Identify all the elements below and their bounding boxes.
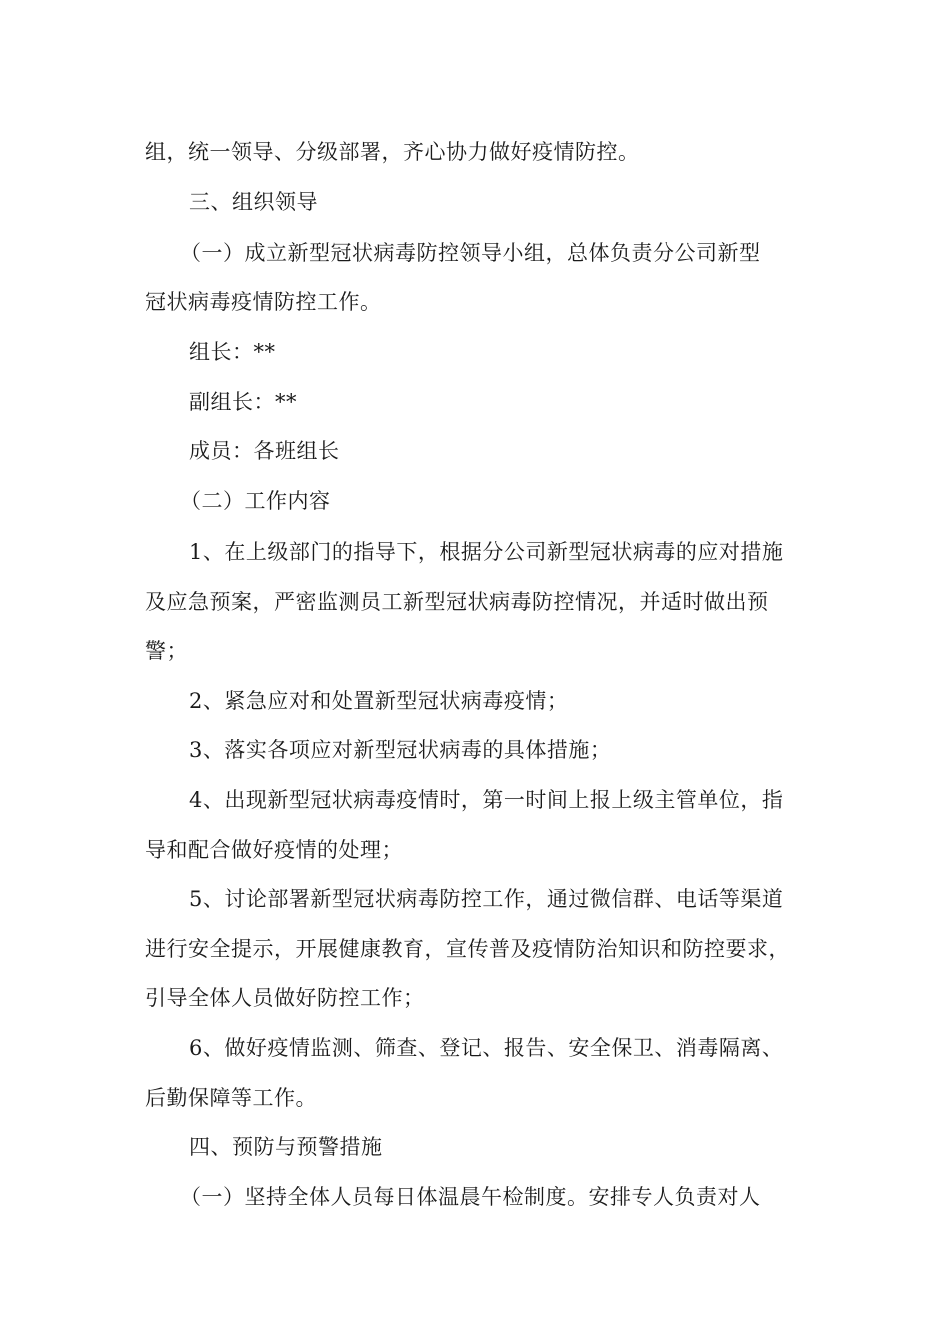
list-item-text: 1、在上级部门的指导下，根据分公司新型冠状病毒的应对措施 bbox=[189, 540, 784, 564]
list-item-text: 3、落实各项应对新型冠状病毒的具体措施； bbox=[189, 738, 612, 762]
deputy-leader-line: 副组长：** bbox=[189, 390, 297, 414]
leader-line: 组长：** bbox=[189, 340, 276, 364]
subsection-heading: （二）工作内容 bbox=[180, 489, 331, 513]
body-text-line: 引导全体人员做好防控工作； bbox=[145, 986, 425, 1010]
subsection-heading: （一）成立新型冠状病毒防控领导小组，总体负责分公司新型 bbox=[180, 241, 761, 265]
list-item-text: 2、紧急应对和处置新型冠状病毒疫情； bbox=[189, 689, 569, 713]
members-line: 成员：各班组长 bbox=[189, 439, 340, 463]
body-text-line: 警； bbox=[145, 639, 188, 663]
body-text-line: 后勤保障等工作。 bbox=[145, 1086, 317, 1110]
section-heading: 三、组织领导 bbox=[189, 190, 318, 214]
body-text-line: 及应急预案，严密监测员工新型冠状病毒防控情况，并适时做出预 bbox=[145, 590, 769, 614]
subsection-heading: （一）坚持全体人员每日体温晨午检制度。安排专人负责对人 bbox=[180, 1185, 761, 1209]
body-text-line: 冠状病毒疫情防控工作。 bbox=[145, 290, 382, 314]
list-item-text: 6、做好疫情监测、筛查、登记、报告、安全保卫、消毒隔离、 bbox=[189, 1036, 784, 1060]
body-text-line: 导和配合做好疫情的处理； bbox=[145, 838, 403, 862]
section-heading: 四、预防与预警措施 bbox=[189, 1135, 383, 1159]
list-item-text: 5、讨论部署新型冠状病毒防控工作，通过微信群、电话等渠道 bbox=[189, 887, 784, 911]
list-item-text: 4、出现新型冠状病毒疫情时，第一时间上报上级主管单位，指 bbox=[189, 788, 784, 812]
body-text-line: 组，统一领导、分级部署，齐心协力做好疫情防控。 bbox=[145, 140, 640, 164]
body-text-line: 进行安全提示，开展健康教育，宣传普及疫情防治知识和防控要求， bbox=[145, 937, 790, 961]
